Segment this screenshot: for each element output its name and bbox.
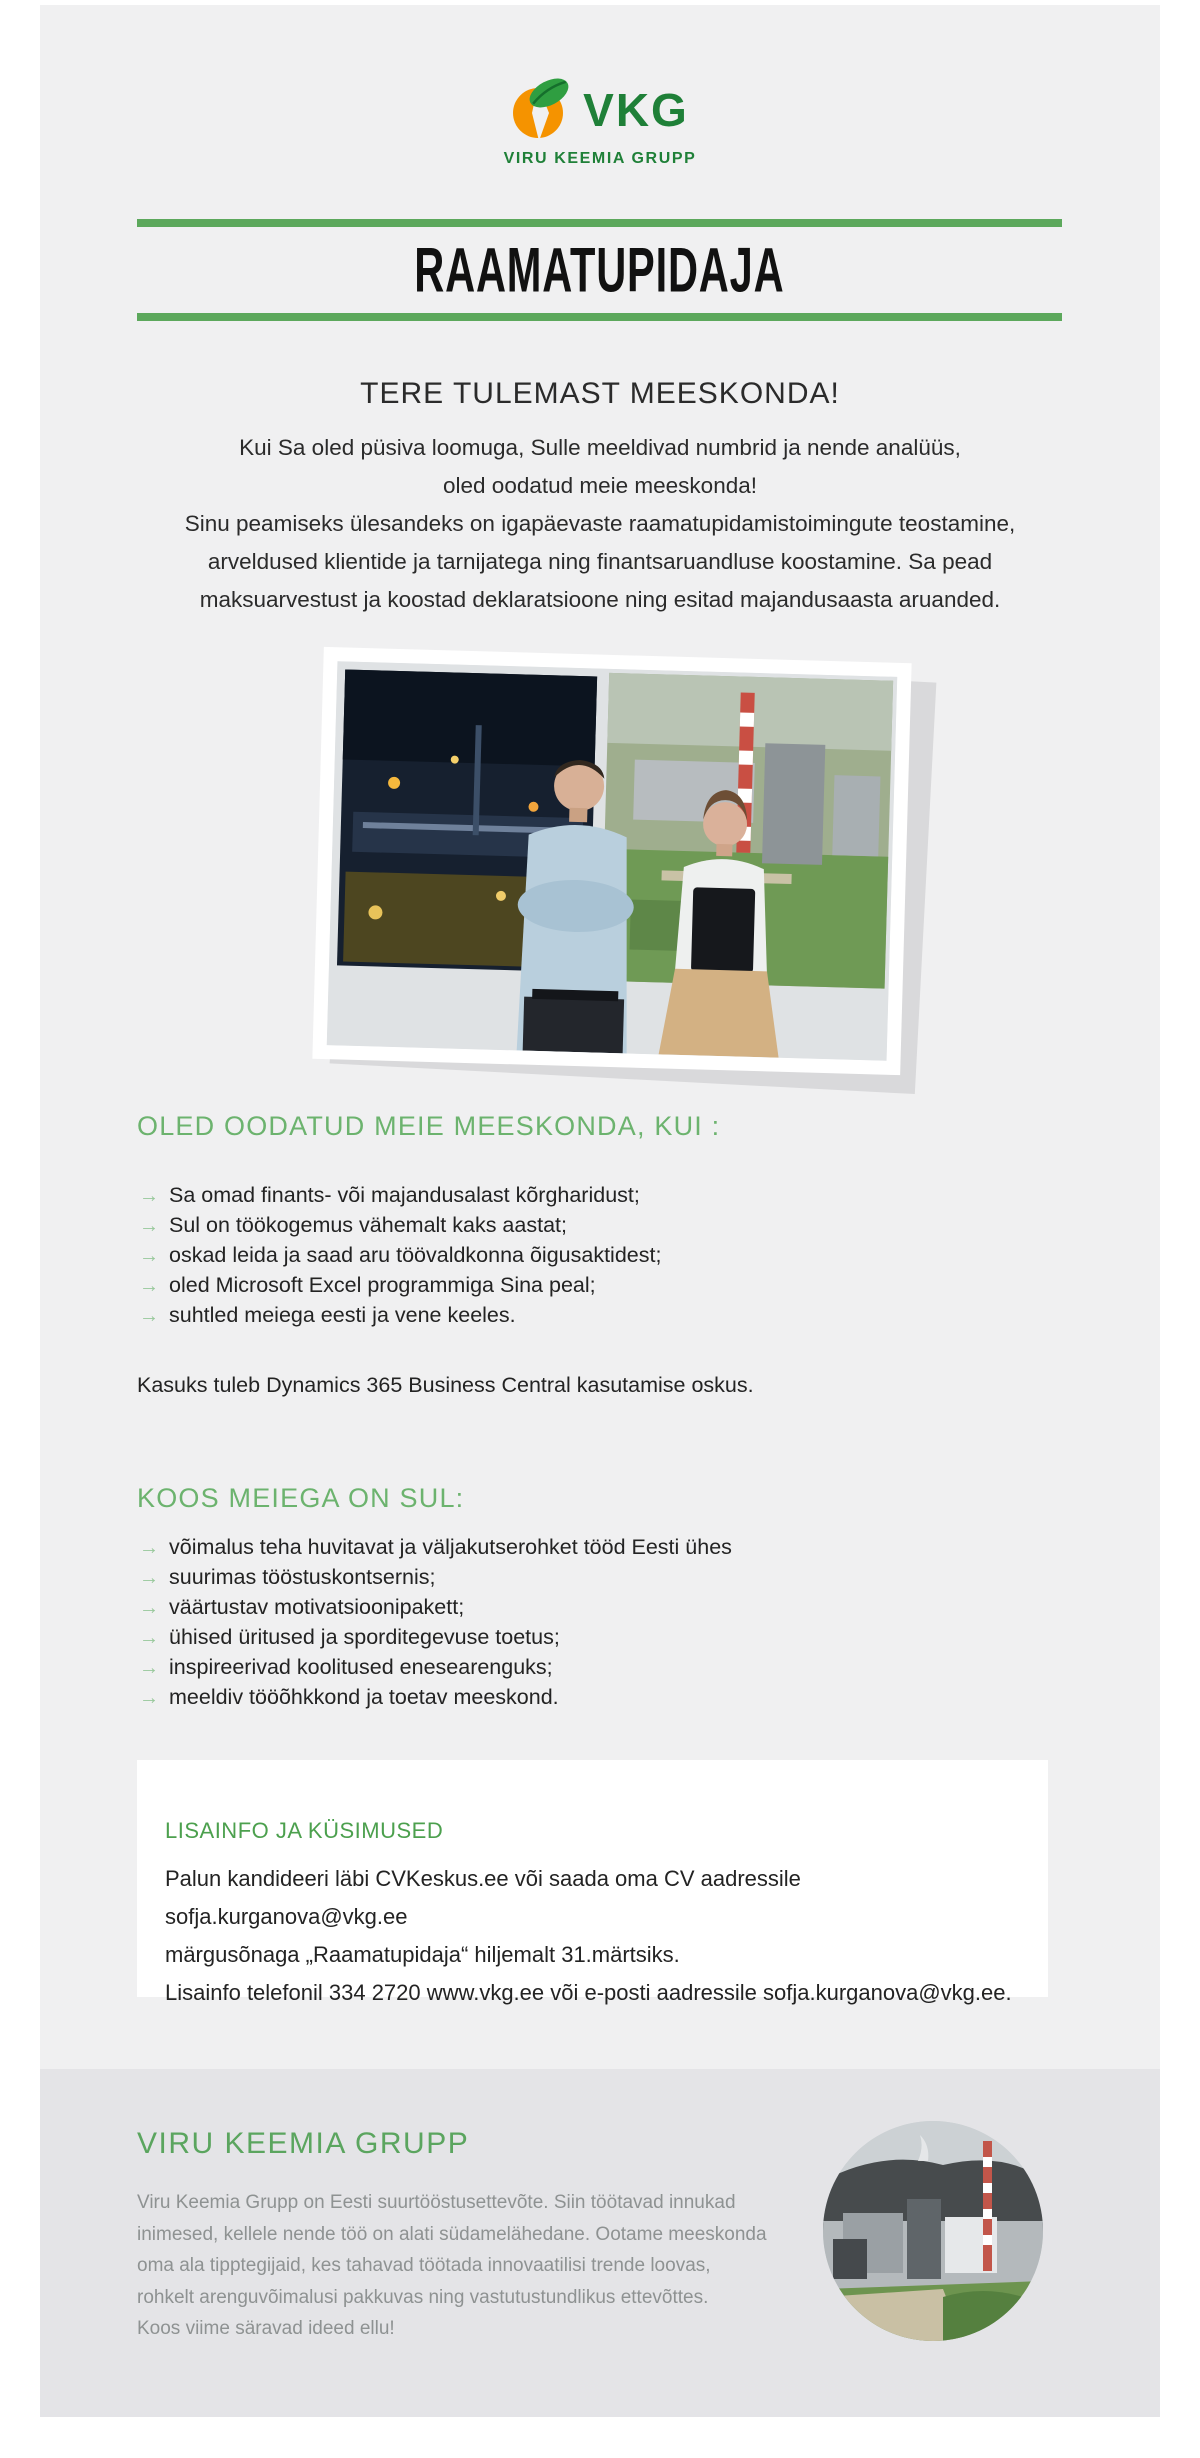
arrow-icon: → bbox=[139, 1305, 159, 1327]
list-item bbox=[139, 1211, 661, 1241]
brand-logo bbox=[40, 73, 1160, 168]
plant-photo-circle bbox=[823, 2121, 1043, 2341]
list-item bbox=[139, 1683, 732, 1713]
team-photo-illustration bbox=[327, 661, 898, 1060]
contact-line-apply: Palun kandideeri läbi CVKeskus.ee või saada oma CV aadressile sofja.kurganova@vkg.ee bbox=[165, 1866, 801, 1929]
contact-lines bbox=[165, 1860, 1020, 2012]
arrow-icon: → bbox=[139, 1627, 159, 1649]
requirements-heading: OLED OODATUD MEIE MEESKONDA, KUI : bbox=[137, 1111, 721, 1141]
contact-line-phone: Lisainfo telefonil 334 2720 www.vkg.ee või e-posti aadressile sofja.kurganova@vkg.ee. bbox=[165, 1980, 1012, 2005]
title-divider-top bbox=[137, 219, 1062, 227]
contact-line-deadline: märgusõnaga „Raamatupidaja“ hiljemalt 31.märtsiks. bbox=[165, 1942, 680, 1967]
list-item-text: oskad leida ja saad aru töövaldkonna õigusaktidest; bbox=[169, 1243, 662, 1267]
footer-paragraph bbox=[137, 2187, 767, 2345]
vkg-leaf-logo-icon bbox=[511, 73, 573, 146]
arrow-icon: → bbox=[139, 1567, 159, 1589]
list-item bbox=[139, 1533, 732, 1563]
arrow-icon: → bbox=[139, 1537, 159, 1559]
list-item bbox=[139, 1653, 732, 1683]
arrow-icon: → bbox=[139, 1597, 159, 1619]
footer-line: oma ala tipptegijaid, kes tahavad töötada innovaatilisi trende loovas, bbox=[137, 2255, 711, 2276]
list-item-text: oled Microsoft Excel programmiga Sina peal; bbox=[169, 1273, 596, 1297]
intro-paragraph bbox=[40, 429, 1160, 619]
list-item-text: väärtustav motivatsioonipakett; bbox=[169, 1595, 465, 1619]
list-item bbox=[139, 1271, 661, 1301]
main-panel bbox=[40, 5, 1160, 2069]
footer-line: Koos viime säravad ideed ellu! bbox=[137, 2318, 395, 2339]
list-item-text: ühised üritused ja sporditegevuse toetus; bbox=[169, 1625, 560, 1649]
arrow-icon: → bbox=[139, 1657, 159, 1679]
arrow-icon: → bbox=[139, 1245, 159, 1267]
intro-heading: TERE TULEMAST MEESKONDA! bbox=[360, 377, 840, 410]
title-divider-bottom bbox=[137, 313, 1062, 321]
job-title: RAAMATUPIDAJA bbox=[414, 235, 785, 307]
arrow-icon: → bbox=[139, 1215, 159, 1237]
arrow-icon: → bbox=[139, 1275, 159, 1297]
contact-box bbox=[137, 1760, 1048, 2005]
list-item bbox=[139, 1563, 732, 1593]
list-item-text: suhtled meiega eesti ja vene keeles. bbox=[169, 1303, 516, 1327]
arrow-icon: → bbox=[139, 1185, 159, 1207]
benefits-list bbox=[139, 1533, 732, 1713]
footer-line: rohkelt arenguvõimalusi pakkuvas ning vastutustundlikus ettevõttes. bbox=[137, 2286, 709, 2308]
contact-heading: LISAINFO JA KÜSIMUSED bbox=[165, 1818, 444, 1843]
list-item-text: Sa omad finants- või majandusalast kõrgharidust; bbox=[169, 1183, 640, 1207]
list-item bbox=[139, 1623, 732, 1653]
intro-line: oled oodatud meie meeskonda! bbox=[443, 473, 757, 498]
footer-line: Viru Keemia Grupp on Eesti suurtööstusettevõte. Siin töötavad innukad bbox=[137, 2192, 736, 2213]
list-item bbox=[139, 1241, 661, 1271]
intro-line: Sinu peamiseks ülesandeks on igapäevaste raamatupidamistoimingute teostamine, bbox=[184, 511, 1016, 536]
footer-heading: VIRU KEEMIA GRUPP bbox=[137, 2127, 470, 2160]
team-photo-frame bbox=[312, 647, 911, 1075]
intro-line: arveldused klientide ja tarnijatega ning finantsaruandluse koostamine. Sa pead bbox=[207, 549, 993, 574]
logo-text: VKG bbox=[583, 83, 689, 136]
arrow-icon: → bbox=[139, 1687, 159, 1709]
list-item bbox=[139, 1181, 661, 1211]
logo-subtext: VIRU KEEMIA GRUPP bbox=[503, 150, 697, 167]
footer-line: inimesed, kellele nende töö on alati südamelähedane. Ootame meeskonda bbox=[137, 2223, 767, 2245]
list-item-text: Sul on töökogemus vähemalt kaks aastat; bbox=[169, 1213, 567, 1237]
intro-line: maksuarvestust ja koostad deklaratsioone ning esitad majandusaasta aruanded. bbox=[199, 587, 1001, 612]
benefits-heading: KOOS MEIEGA ON SUL: bbox=[137, 1483, 465, 1513]
list-item-text: meeldiv tööõhkkond ja toetav meeskond. bbox=[169, 1685, 559, 1709]
footer-panel bbox=[40, 2069, 1160, 2417]
list-item-text: võimalus teha huvitavat ja väljakutserohket tööd Eesti ühes bbox=[169, 1535, 732, 1559]
list-item bbox=[139, 1301, 661, 1331]
list-item bbox=[139, 1593, 732, 1623]
intro-line: Kui Sa oled püsiva loomuga, Sulle meeldivad numbrid ja nende analüüs, bbox=[239, 435, 961, 460]
requirements-note: Kasuks tuleb Dynamics 365 Business Central kasutamise oskus. bbox=[137, 1373, 754, 1397]
list-item-text: inspireerivad koolitused enesearenguks; bbox=[169, 1655, 553, 1679]
requirements-list bbox=[139, 1181, 661, 1331]
list-item-text: suurimas tööstuskontsernis; bbox=[169, 1565, 436, 1589]
